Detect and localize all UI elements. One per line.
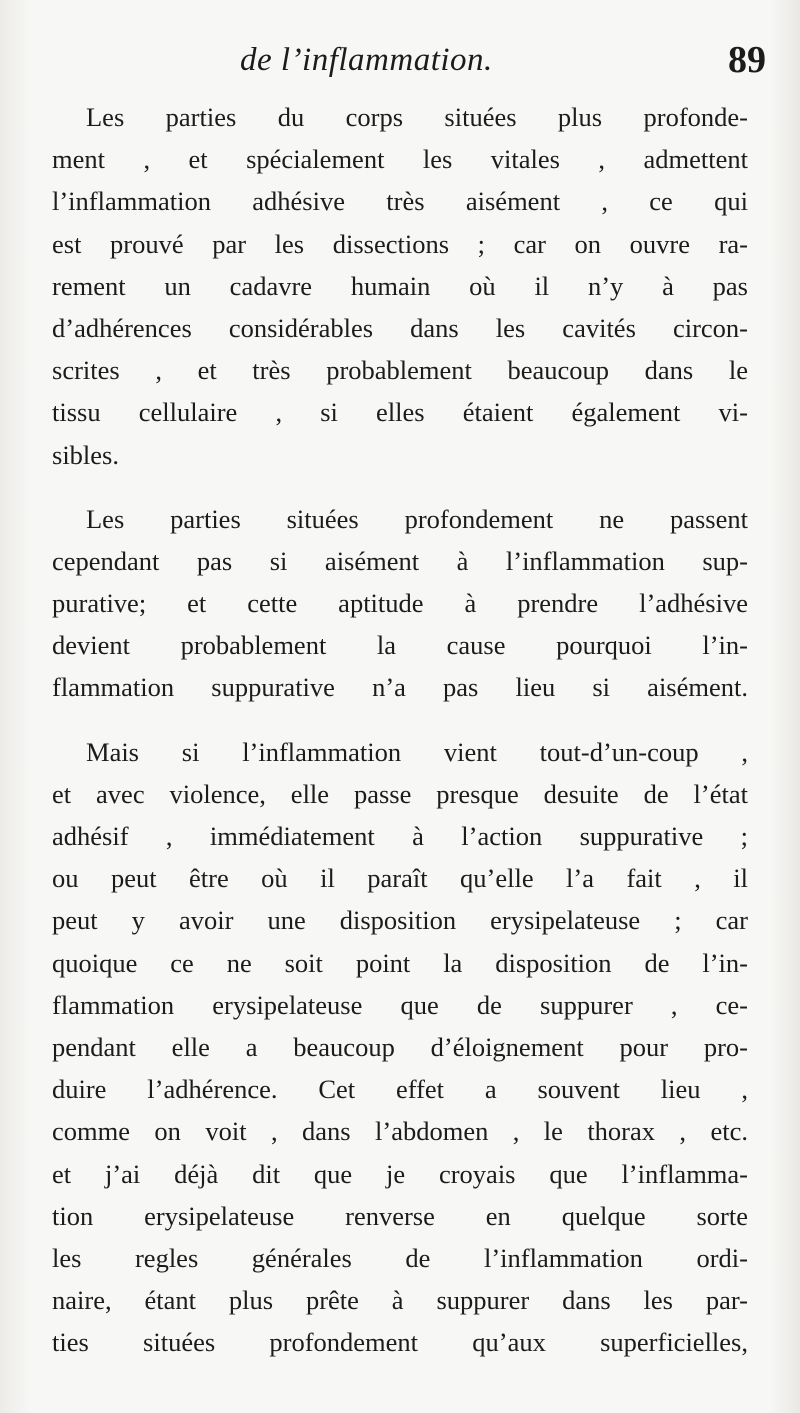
text-line: naire, étant plus prête à suppurer dans les par- bbox=[52, 1285, 748, 1316]
text-line: scrites , et très probablement beaucoup dans le bbox=[52, 355, 748, 386]
text-line: duire l’adhérence. Cet effet a souvent lieu , bbox=[52, 1074, 748, 1105]
text-line: cependant pas si aisément à l’inflammation sup- bbox=[52, 545, 748, 576]
text-line: rement un cadavre humain où il n’y à pas bbox=[52, 270, 748, 301]
text-line: adhésif , immédiatement à l’action suppurative ; bbox=[52, 821, 748, 851]
text-line: Mais si l’inflammation vient tout-d’un-coup , bbox=[86, 736, 748, 767]
text-line: tissu cellulaire , si elles étaient également vi- bbox=[52, 397, 748, 428]
text-line: ment , et spécialement les vitales , admettent bbox=[52, 144, 748, 175]
text-line: purative; et cette aptitude à prendre l’adhésive bbox=[52, 588, 748, 619]
text-line: et j’ai déjà dit que je croyais que l’inflamma- bbox=[52, 1158, 748, 1189]
running-head bbox=[0, 39, 800, 92]
text-line: et avec violence, elle passe presque desuite de l’état bbox=[52, 778, 748, 809]
paragraph-2 bbox=[52, 498, 748, 709]
paragraph-3 bbox=[52, 731, 748, 1364]
text-line: ou peut être où il paraît qu’elle l’a fait , il bbox=[52, 863, 748, 894]
text-line: flammation erysipelateuse que de suppurer , ce- bbox=[52, 989, 748, 1020]
text-line: tion erysipelateuse renverse en quelque sorte bbox=[52, 1200, 748, 1231]
text-line: peut y avoir une disposition erysipelateuse ; car bbox=[52, 905, 748, 936]
text-line: quoique ce ne soit point la disposition de l’in- bbox=[52, 947, 748, 978]
text-line: est prouvé par les dissections ; car on ouvre ra- bbox=[52, 228, 748, 259]
text-line: d’adhérences considérables dans les cavités circon- bbox=[52, 312, 748, 343]
text-line: pendant elle a beaucoup d’éloignement pour pro- bbox=[52, 1031, 748, 1062]
text-line: sibles. bbox=[52, 439, 119, 470]
text-line: ties situées profondement qu’aux superficielles, bbox=[52, 1327, 748, 1358]
text-line: flammation suppurative n’a pas lieu si aisément. bbox=[52, 672, 748, 703]
text-line: Les parties situées profondement ne passent bbox=[86, 503, 748, 534]
text-line: devient probablement la cause pourquoi l’in- bbox=[52, 630, 748, 661]
text-line: les regles générales de l’inflammation ordi- bbox=[52, 1242, 748, 1273]
page-number: 89 bbox=[728, 39, 766, 81]
body-text bbox=[52, 96, 748, 1385]
running-title: de l’inflammation. bbox=[240, 42, 493, 78]
paragraph-1 bbox=[52, 96, 748, 476]
text-line: Les parties du corps situées plus profonde- bbox=[86, 102, 748, 132]
text-line: comme on voit , dans l’abdomen , le thorax , etc. bbox=[52, 1116, 748, 1147]
text-line: l’inflammation adhésive très aisément , ce qui bbox=[52, 186, 748, 217]
